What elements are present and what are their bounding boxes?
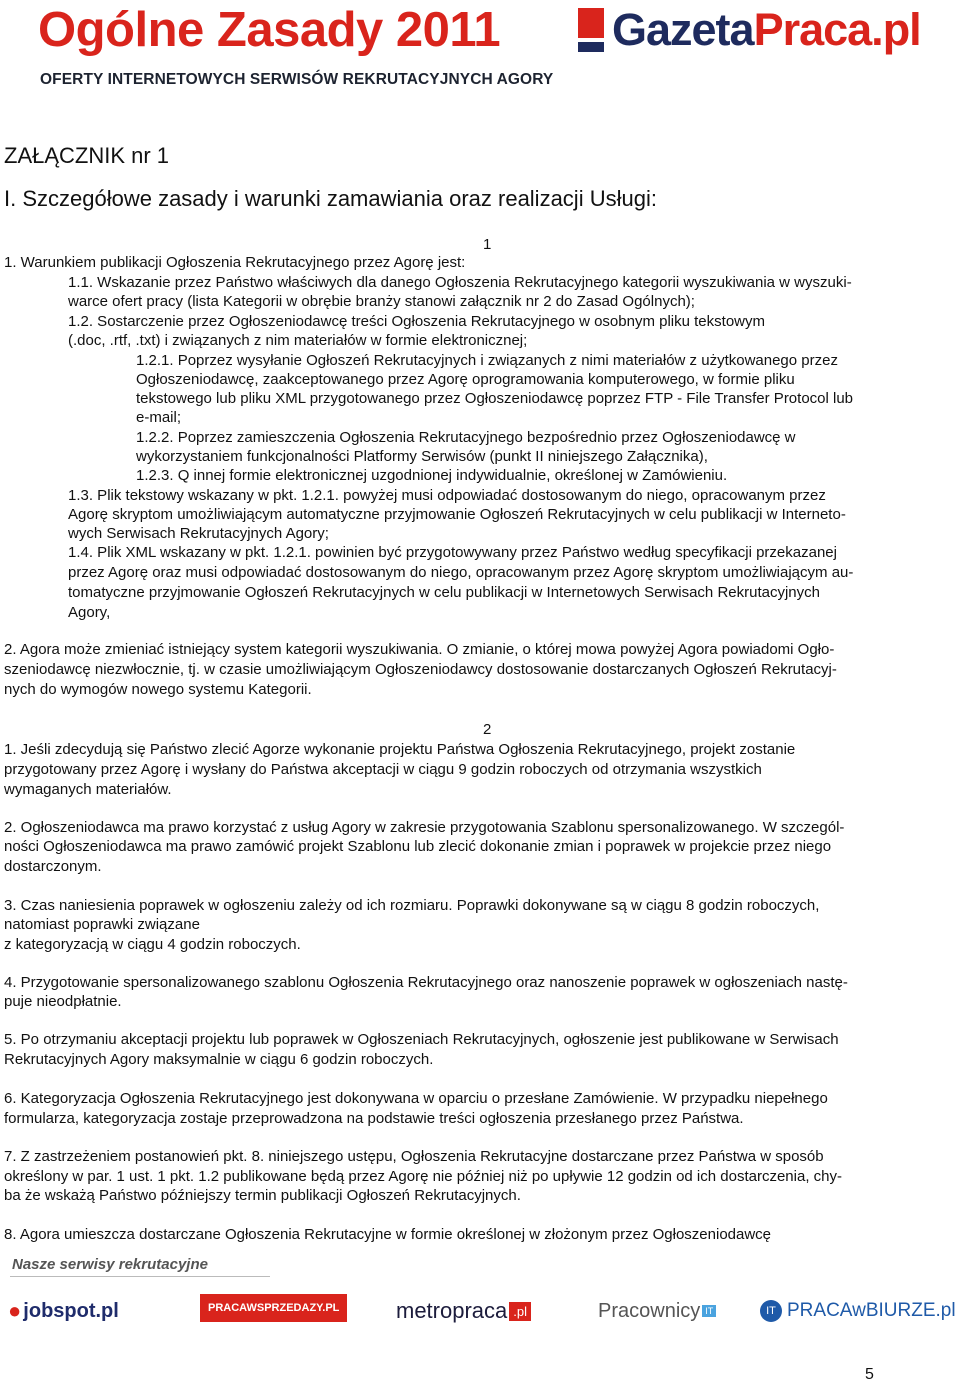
doc-line: 8. Agora umieszcza dostarczane Ogłoszenia Rekrutacyjne w formie określonej w złożonym przez Ogłoszeniodawcę: [4, 1226, 772, 1243]
header-subtitle: OFERTY INTERNETOWYCH SERWISÓW REKRUTACYJNYCH AGORY: [40, 71, 554, 88]
doc-line: puje nieodpłatnie.: [4, 993, 122, 1010]
doc-line: wykorzystaniem funkcjonalności Platformy Serwisów (punkt II niniejszego Załącznika),: [136, 448, 708, 465]
services-label: Nasze serwisy rekrutacyjne: [12, 1256, 208, 1273]
doc-line: warce ofert pracy (lista Kategorii w obrębie branży stanowi załącznik nr 2 do Zasad Ogólnych);: [68, 293, 695, 310]
doc-line: Ogłoszeniodawcę, zaakceptowanego przez Agorę oprogramowania komputerowego, w formie pliku: [136, 371, 795, 388]
jobspot-dot-icon: ●: [8, 1298, 22, 1323]
gazetapraca-wordmark: [612, 4, 921, 56]
doc-line: 1.2.3. Q innej formie elektronicznej uzgodnionej indywidualnie, określonej w Zamówieniu.: [136, 467, 728, 484]
attachment-heading: ZAŁĄCZNIK nr 1: [4, 143, 170, 168]
page-number: 5: [865, 1366, 874, 1383]
doc-line: 1.2.2. Poprzez zamieszczenia Ogłoszenia Rekrutacyjnego bezpośrednio przez Ogłoszeniodawcę w: [136, 429, 796, 446]
pracownicy-badge: IT: [702, 1305, 716, 1317]
pracownicy-it-logo[interactable]: [598, 1296, 716, 1326]
doc-line: (.doc, .rtf, .txt) i związanych z nim materiałów w formie elektronicznej;: [68, 332, 528, 349]
doc-line: tomatyczne przyjmowanie Ogłoszeń Rekrutacyjnych w celu publikacji w Internetowych Serwisach Rekrutacyjnych: [68, 584, 820, 601]
doc-line: tekstowego lub pliku XML przygotowanego przez Ogłoszeniodawcę poprzez FTP - File Transfer Protocol lub: [136, 390, 854, 407]
gazetapraca-logo: [578, 4, 938, 58]
doc-line: ba że wskażą Państwo późniejszy termin publikacji Ogłoszeń Rekrutacyjnych.: [4, 1187, 521, 1204]
doc-line: 1. Jeśli zdecydują się Państwo zlecić Agorze wykonanie projektu Państwa Ogłoszenia Rekrutacyjnego, projekt zostanie: [4, 741, 796, 758]
brand-prefix: Gazeta: [612, 4, 754, 55]
doc-line: 3. Czas naniesienia poprawek w ogłoszeniu zależy od ich rozmiaru. Poprawki dokonywane są w ciągu 8 godzin roboczych,: [4, 897, 820, 914]
doc-line: 4. Przygotowanie spersonalizowanego szablonu Ogłoszenia Rekrutacyjnego oraz nanoszenie poprawek w ogłoszeniach nastę-: [4, 974, 848, 991]
doc-line: formularza, kategoryzacja zostaje przeprowadzona na podstawie treści ogłoszenia przesłanego przez Państwa.: [4, 1110, 744, 1127]
gazetapraca-mark-icon: [578, 8, 608, 54]
jobspot-logo[interactable]: [8, 1296, 119, 1326]
doc-line: e-mail;: [136, 409, 182, 426]
section-marker: 2: [483, 721, 492, 738]
brand-suffix: Praca.pl: [753, 4, 921, 55]
section-title: I. Szczegółowe zasady i warunki zamawiania oraz realizacji Usługi:: [4, 186, 657, 211]
doc-line: 1.3. Plik tekstowy wskazany w pkt. 1.2.1. powyżej musi odpowiadać dostosowanym do niego, opracowanym przez: [68, 487, 826, 504]
doc-line: 7. Z zastrzeżeniem postanowień pkt. 8. niniejszego ustępu, Ogłoszenia Rekrutacyjne dostarczane przez Państwa w sposób: [4, 1148, 824, 1165]
doc-line: Agorę skryptom umożliwiającym automatyczne przyjmowanie Ogłoszeń Rekrutacyjnych w celu publikacji w Interneto-: [68, 506, 846, 523]
pracawsprzedazy-logo[interactable]: [200, 1294, 347, 1322]
partner-logos: [0, 1288, 960, 1334]
section-marker: 1: [483, 236, 492, 253]
pracawbiurze-circle-icon: IT: [760, 1300, 782, 1322]
doc-line: Agory,: [68, 604, 111, 621]
pracownicy-label: Pracownicy: [598, 1299, 701, 1322]
doc-line: 1.4. Plik XML wskazany w pkt. 1.2.1. powinien być przygotowywany przez Państwo według specyfikacji przekazanej: [68, 544, 837, 561]
pracawsprzedazy-label: PRACAWSPRZEDAZY.PL: [208, 1302, 340, 1314]
doc-line: 2. Agora może zmieniać istniejący system kategorii wyszukiwania. O zmianie, o której mowa powyżej Agora powiadomi Ogło-: [4, 641, 835, 658]
pracawbiurze-label: PRACAwBIURZE.pl: [787, 1300, 956, 1321]
doc-line: nych do wymogów nowego systemu Kategorii.: [4, 681, 312, 698]
services-divider: [10, 1276, 270, 1277]
doc-line: dostarczonym.: [4, 858, 102, 875]
metropraca-logo[interactable]: [396, 1296, 531, 1326]
doc-line: szeniodawcę niezwłocznie, tj. w czasie umożliwiającym Ogłoszeniodawcy dostosowanie dostarczanych Ogłoszeń Rekrutacyj-: [4, 661, 837, 678]
doc-line: 1. Warunkiem publikacji Ogłoszenia Rekrutacyjnego przez Agorę jest:: [4, 254, 466, 271]
doc-line: przygotowany przez Agorę i wysłany do Państwa akceptacji w ciągu 9 godzin roboczych od otrzymania wszystkich: [4, 761, 762, 778]
doc-line: 5. Po otrzymaniu akceptacji projektu lub poprawek w Ogłoszeniach Rekrutacyjnych, ogłoszenie jest publikowane w Serwisach: [4, 1031, 839, 1048]
doc-line: 1.2. Sostarczenie przez Ogłoszeniodawcę treści Ogłoszenia Rekrutacyjnego w osobnym pliku tekstowym: [68, 313, 765, 330]
doc-line: przez Agorę oraz musi odpowiadać dostosowanym do niego, opracowanym przez Agorę skryptom umożliwiającym au-: [68, 564, 854, 581]
doc-line: 6. Kategoryzacja Ogłoszenia Rekrutacyjnego jest dokonywana w oparciu o przesłane Zamówienie. W przypadku niepełnego: [4, 1090, 828, 1107]
doc-line: 2. Ogłoszeniodawca ma prawo korzystać z usług Agory w zakresie przygotowania Szablonu spersonalizowanego. W szczegól-: [4, 819, 845, 836]
metropraca-suffix: .pl: [509, 1302, 531, 1321]
jobspot-label: jobspot.pl: [23, 1299, 119, 1322]
doc-line: 1.1. Wskazanie przez Państwo właściwych dla danego Ogłoszenia Rekrutacyjnego kategorii wyszukiwania w wyszuki-: [68, 274, 852, 291]
doc-line: ności Ogłoszeniodawca ma prawo zamówić projekt Szablonu lub zlecić dokonanie zmian i poprawek w projekcie przez niego: [4, 838, 832, 855]
pracawbiurze-logo[interactable]: [760, 1296, 956, 1326]
header-title: Ogólne Zasady 2011: [38, 3, 501, 57]
doc-line: natomiast poprawki związane: [4, 916, 200, 933]
metropraca-label: metropraca: [396, 1298, 508, 1323]
doc-line: Rekrutacyjnych Agory maksymalnie w ciągu 6 godzin roboczych.: [4, 1051, 434, 1068]
doc-line: wymaganych materiałów.: [4, 781, 172, 798]
doc-line: 1.2.1. Poprzez wysyłanie Ogłoszeń Rekrutacyjnych i związanych z nimi materiałów z użytkowanego przez: [136, 352, 838, 369]
doc-line: wych Serwisach Rekrutacyjnych Agory;: [68, 525, 329, 542]
doc-line: z kategoryzacją w ciągu 4 godzin roboczych.: [4, 936, 301, 953]
doc-line: określony w par. 1 ust. 1 pkt. 1.2 publikowane będą przez Agorę nie później niż po upływie 12 godzin od ich dostarczenia, chy-: [4, 1168, 843, 1185]
